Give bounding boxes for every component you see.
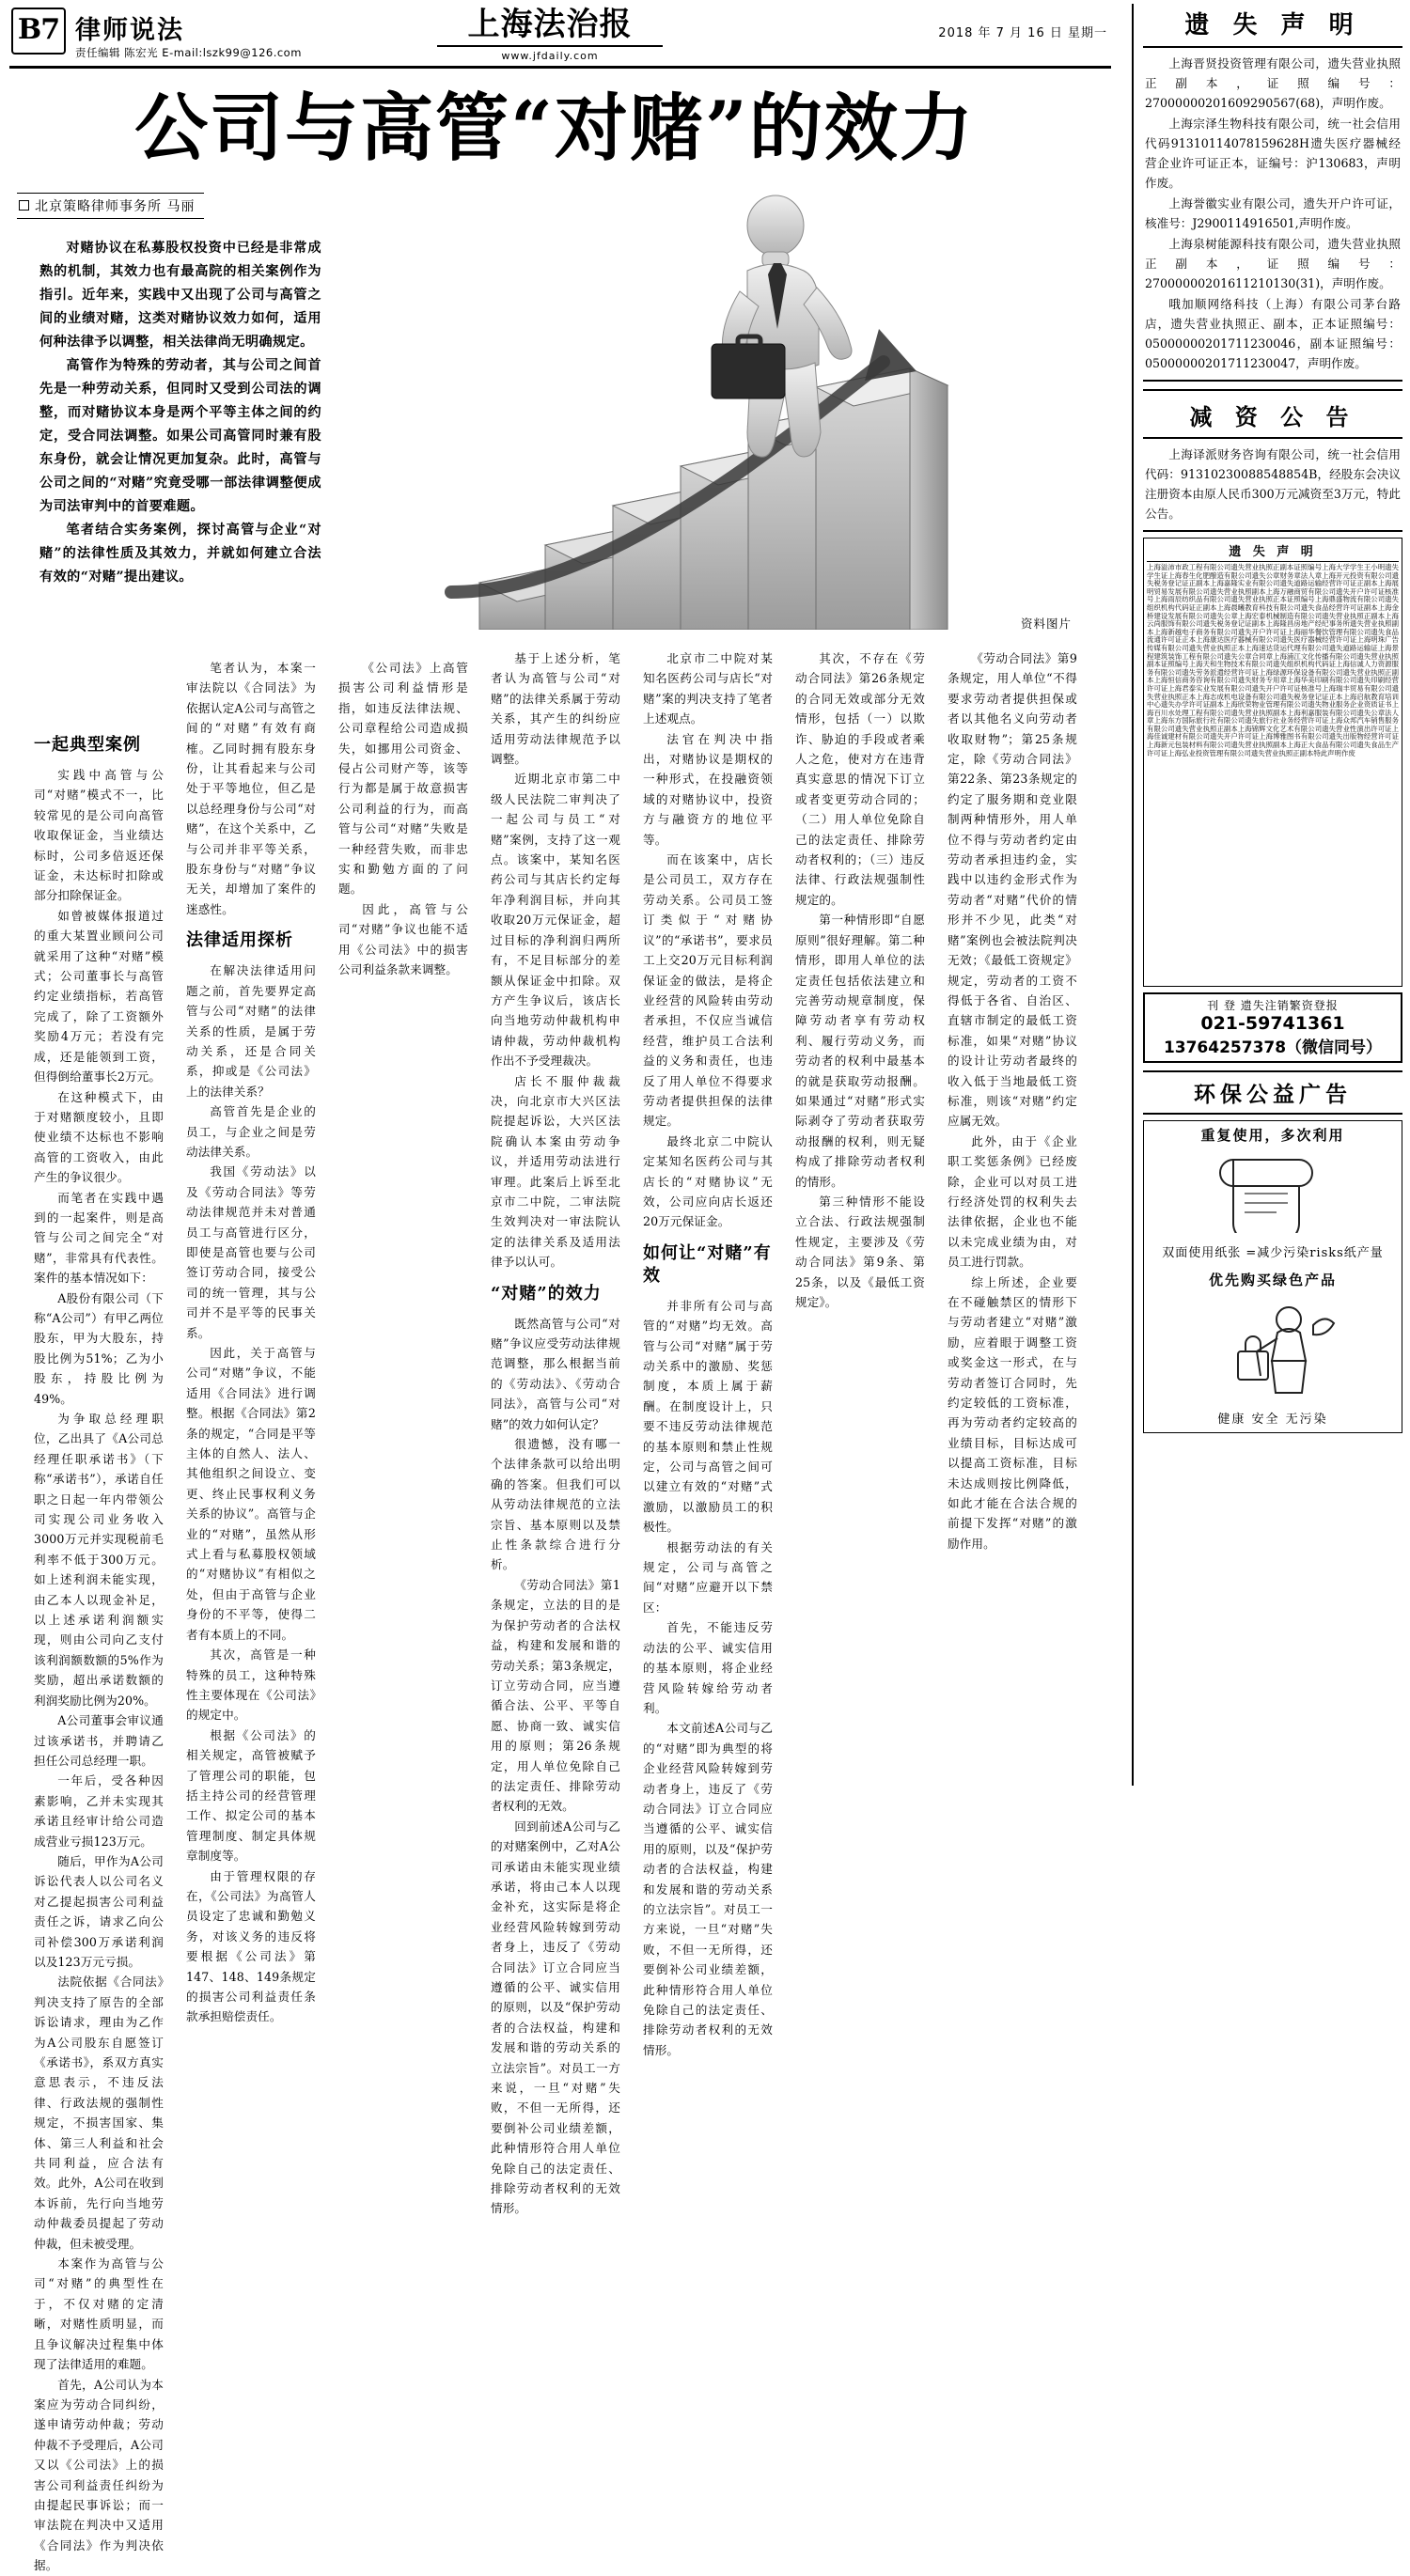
paragraph: 首先，不能违反劳动法的公平、诚实信用的基本原则，将企业经营风险转嫁给劳动者利。 bbox=[643, 1620, 773, 1715]
paragraph: 其次，高管是一种特殊的员工，这种特殊性主要体现在《公司法》的规定中。 bbox=[186, 1647, 316, 1723]
notice-item: 上海泉树能源科技有限公司，遗失营业执照正副本，证照编号：27000000201611210130(31)，声明作废。 bbox=[1145, 237, 1401, 290]
paragraph: 如曾被媒体报道过的重大某置业顾问公司就采用了这种“对赌”模式；公司董事长与高管约定业绩指标，若高管完成了，除了工资额外奖励4万元；若没有完成，还是能领到工资，但得倒给董事长2万元。 bbox=[34, 908, 164, 1085]
paragraph: 首先，A公司认为本案应为劳动合同纠纷，遂申请劳动仲裁；劳动仲裁不予受理后，A公司又以《公司法》上的损害公司利益责任纠纷为由提起民事诉讼；而一审法院在判决中又适用《合同法》作为判决依据。 bbox=[34, 2377, 164, 2573]
shopper-figure-icon bbox=[1202, 1297, 1343, 1400]
paragraph: 其次，不存在《劳动合同法》第26条规定的合同无效或部分无效情形，包括（一）以欺诈、胁迫的手段或者乘人之危，使对方在违背真实意思的情况下订立或者变更劳动合同的；（二）用人单位免除自己的法定责任、排除劳动者权利的；（三）违反法律、行政法规强制性规定的。 bbox=[795, 651, 925, 907]
page-number-badge bbox=[11, 8, 66, 55]
eco-ad-foot: 健康 安全 无污染 bbox=[1217, 1413, 1328, 1427]
page-title: 公司与高管“对赌”的效力 bbox=[134, 86, 975, 171]
section-title: 律师说法 bbox=[75, 16, 184, 45]
lead-p2: 高管作为特殊的劳动者，其与公司之间首先是一种劳动关系，但同时又受到公司法的调整，而对赌协议本身是两个平等主体之间的约定，受合同法调整。如果公司高管同时兼有股东身份，就会让情况更加复杂。此时，高管与公司之间的“对赌”究竟受哪一部法律调整便成为司法审判中的首要难题。 bbox=[39, 358, 321, 514]
dense-notice-title: 遗 失 声 明 bbox=[1147, 541, 1399, 562]
paper-url[interactable]: www.jfdaily.com bbox=[501, 50, 599, 62]
paragraph: 在解决法律适用问题之前，首先要界定高管与公司“对赌”的法律关系的性质，是属于劳动关系，还是合同关系，抑或是《公司法》上的法律关系？ bbox=[186, 963, 316, 1099]
page-badge-text: B7 bbox=[17, 13, 60, 46]
section-heading-2: 法律适用探析 bbox=[186, 930, 293, 951]
paragraph: 法院依据《合同法》判决支持了原告的全部诉讼请求，理由为乙作为A公司股东自愿签订《承诺书》，系双方真实意思表示，不违反法律、行政法规的强制性规定，不损害国家、集体、第三人利益和社会共同利益，应合法有效。此外，A公司在收到本诉前，先行向当地劳动仲裁委员提起了劳动仲裁，但未被受理。 bbox=[34, 1975, 164, 2251]
paragraph: 在这种模式下，由于对赌额度较小，且即使业绩不达标也不影响高管的工资收入，由此产生的争议很少。 bbox=[34, 1089, 164, 1185]
paragraph: 北京市二中院对某知名医药公司与店长“对赌”案的判决支持了笔者上述观点。 bbox=[643, 651, 773, 726]
eco-public-ad bbox=[1143, 1070, 1402, 1433]
section-heading-1: 一起典型案例 bbox=[34, 735, 141, 755]
paper-name: 上海法治报 bbox=[437, 6, 663, 47]
paragraph: 并非所有公司与高管的“对赌”均无效。高管与公司“对赌”属于劳动关系中的激励、奖惩制度，本质上属于薪酬。在制度设计上，只要不违反劳动法律规范的基本原则和禁止性规定，公司与高管之间可以建立有效的“对赌”式激励，以激励员工的积极性。 bbox=[643, 1298, 773, 1535]
ad-hotline-box[interactable] bbox=[1143, 992, 1402, 1063]
editor-credit: 责任编辑 陈宏光 E-mail:lszk99@126.com bbox=[75, 46, 302, 59]
lead-p1: 对赌协议在私募股权投资中已经是非常成熟的机制，其效力也有最高院的相关案例作为指引。近年来，实践中又出现了公司与高管之间的业绩对赌，这类对赌协议效力如何，适用何种法律予以调整，相关法律尚无明确规定。 bbox=[39, 241, 321, 350]
body-column-2 bbox=[186, 658, 316, 2027]
paragraph: 第三种情形不能设立合法、行政法规强制性规定，主要涉及《劳动合同法》第9条、第25条，以及《最低工资规定》。 bbox=[795, 1194, 925, 1309]
body-column-6 bbox=[795, 648, 925, 1312]
bullet-square-icon bbox=[19, 200, 29, 211]
paragraph: 笔者认为，本案一审法院以《合同法》为依据认定A公司与高管之间的“对赌”有效有商榷。乙同时拥有股东身份，让其看起来与公司处于平等地位，但乙是以总经理身份与公司“对赌”，在这个关系中，乙与公司并非平等关系，股东身份与“对赌”争议无关，却增加了案件的迷惑性。 bbox=[186, 661, 316, 916]
byline bbox=[17, 193, 204, 219]
paragraph: 很遗憾，没有哪一个法律条款可以给出明确的答案。但我们可以从劳动法律规范的立法宗旨、基本原则以及禁止性条款综合进行分析。 bbox=[491, 1437, 620, 1572]
eco-ad-slogan: 重复使用，多次利用 bbox=[1200, 1127, 1345, 1144]
paragraph: 法官在判决中指出，对赌协议是期权的一种形式，在投融资领域的对赌协议中，投资方与融资方的地位平等。 bbox=[643, 731, 773, 847]
paragraph: 近期北京市第二中级人民法院二审判决了一起公司与员工“对赌”案例，支持了这一观点。该案中，某知名医药公司与其店长约定每年净利润目标，并向其收取20万元保证金，超过目标的净利润归两所有，不足目标部分的差额从保证金中扣除。双方产生争议后，该店长向当地劳动仲裁机构申请仲裁，劳动仲裁机构作出不予受理裁决。 bbox=[491, 772, 620, 1069]
body-column-3 bbox=[338, 658, 468, 980]
publication-date: 2018 年 7 月 16 日 星期一 bbox=[938, 26, 1107, 40]
dense-lost-notice-block bbox=[1143, 538, 1402, 987]
paper-logo bbox=[437, 6, 663, 62]
eco-ad-mid-text: 优先购买绿色产品 bbox=[1208, 1272, 1337, 1288]
paragraph: 根据劳动法的有关规定，公司与高管之间“对赌”应避开以下禁区： bbox=[643, 1539, 773, 1615]
paragraph: 一年后，受各种因素影响，乙并未实现其承诺且经审计给公司造成营业亏损123万元。 bbox=[34, 1773, 164, 1849]
image-caption: 资料图片 bbox=[1020, 617, 1072, 631]
lost-notice-block bbox=[1143, 4, 1402, 382]
capital-reduction-title: 减 资 公 告 bbox=[1143, 389, 1402, 439]
notice-item: 上海译派财务咨询有限公司，统一社会信用代码：91310230088548854B，经股东会决议注册资本由原人民币300万元减资至3万元，特此公告。 bbox=[1145, 447, 1401, 521]
lead-p3: 笔者结合实务案例，探讨高管与企业“对赌”的法律性质及其效力，并就如何建立合法有效的“对赌”提出建议。 bbox=[39, 523, 321, 585]
paragraph: 因此，关于高管与公司“对赌”争议，不能适用《合同法》进行调整。根据《合同法》第2条的规定，“合同是平等主体的自然人、法人、其他组织之间设立、变更、终止民事权利义务关系的协议”。高管与企业的“对赌”，虽然从形式上看与私募股权领域的“对赌协议”有相似之处，但由于高管与企业身份的不平等，使得二者有本质上的不同。 bbox=[186, 1346, 316, 1642]
paragraph: 最终北京二中院认定某知名医药公司与其店长的“对赌协议”无效，公司应向店长返还20万元保证金。 bbox=[643, 1133, 773, 1229]
hotline-label: 刊 登 遗失注销繁资登报 bbox=[1207, 999, 1339, 1012]
paragraph: 本文前述A公司与乙的“对赌”即为典型的将企业经营风险转嫁到劳动者身上，违反了《劳动合同法》订立合同应当遵循的公平、诚实信用的原则，以及“保护劳动者的合法权益，构建和发展和谐的劳动关系的立法宗旨”。对员工一方来说，一旦“对赌”失败，不但一无所得，还要倒补公司业绩差额，此种情形符合用人单位免除自己的法定责任、排除劳动者权利的无效情形。 bbox=[643, 1721, 773, 2057]
paragraph: 由于管理权限的存在，《公司法》为高管人员设定了忠诚和勤勉义务，对该义务的违反将要根据《公司法》第147、148、149条规定的损害公司利益责任条款承担赔偿责任。 bbox=[186, 1868, 316, 2024]
hotline-number[interactable]: 021-59741361 bbox=[1200, 1013, 1345, 1034]
body-column-1 bbox=[34, 724, 164, 2576]
paragraph: 因此，高管与公司“对赌”争议也能不适用《公司法》中的损害公司利益条款来调整。 bbox=[338, 901, 468, 977]
body-column-5 bbox=[643, 648, 773, 2060]
paragraph: 基于上述分析，笔者认为高管与公司“对赌”的法律关系属于劳动关系，其产生的纠纷应适用劳动法律规范予以调整。 bbox=[491, 651, 620, 767]
notice-item: 上海宗泽生物科技有限公司，统一社会信用代码91310114078159628H遗失医疗器械经营企业许可证正本，证编号：沪130683，声明作废。 bbox=[1145, 117, 1401, 190]
classified-rail bbox=[1132, 4, 1402, 1786]
paragraph: 《公司法》上高管损害公司利益情形是指，如违反法律法规、公司章程给公司造成损失，如挪用公司资金、侵占公司财产等，该等行为都是属于故意损害公司利益的行为，而高管与公司“对赌”失败是一种经营失败，而非忠实和勤勉方面的了问题。 bbox=[338, 661, 468, 897]
paragraph: 为争取总经理职位，乙出具了《A公司总经理任职承诺书》（下称“承诺书”），承诺自任职之日起一年内带领公司实现公司业务收入3000万元并实现税前毛利率不低于300万元。如上述利润未能实现，由乙本人以现金补足，以上述承诺利润额实现，则由公司向乙支付该利润额数额的5%作为奖励，超出承诺数额的利润奖励比例为20%。 bbox=[34, 1412, 164, 1708]
paragraph: A股份有限公司（下称“A公司”）有甲乙两位股东，甲为大股东，持股比例为51%；乙为小股东，持股比例为49%。 bbox=[34, 1290, 164, 1406]
paragraph: 而在该案中，店长是公司员工，双方存在劳动关系。公司员工签订类似于“对赌协议”的“承诺书”，要求员工上交20万元目标利润保证金的做法，是将企业经营的风险转由劳动者承担，不仅应当诚信经营，维护员工合法利益的义务和责任，也违反了用人单位不得要求劳动者提供担保的法律规定。 bbox=[643, 852, 773, 1129]
paragraph: 根据《公司法》的相关规定，高管被赋予了管理公司的职能，包括主持公司的经营管理工作、拟定公司的基本管理制度、制定具体规章制度等。 bbox=[186, 1727, 316, 1864]
notice-item: 哦加顺网络科技（上海）有限公司茅台路店，遗失营业执照正、副本，正本证照编号：05000000201711230046，副本证照编号：05000000201711230047，声明作废。 bbox=[1145, 297, 1401, 370]
paragraph: 《劳动合同法》第9条规定，用人单位“不得要求劳动者提供担保或者以其他名义向劳动者收取财物”；第25条规定，除《劳动合同法》第22条、第23条规定的约定了服务期和竞业限制两种情形外，用人单位不得与劳动者约定由劳动者承担违约金，实践中以违约金形式作为劳动者“对赌”代价的情形并不少见，此类“对赌”案例也会被法院判决无效；《最低工资规定》规定，劳动者的工资不得低于各省、自治区、直辖市制定的最低工资标准，如果“对赌”协议的设计让劳动者最终的收入低于当地最低工资标准，则该“对赌”约定应属无效。 bbox=[948, 651, 1077, 1129]
hotline-mobile[interactable]: 13764257378（微信同号） bbox=[1163, 1038, 1383, 1057]
article-body bbox=[19, 651, 1090, 2573]
paragraph: 实践中高管与公司“对赌”模式不一，比较常见的是公司向高管收取保证金，当业绩达标时，公司多倍返还保证金，未达标时扣除或部分扣除保证金。 bbox=[34, 768, 164, 903]
notice-item: 上海誉徽实业有限公司，遗失开户许可证，核准号：J2900114916501,声明作废。 bbox=[1145, 196, 1401, 230]
capital-reduction-body bbox=[1143, 439, 1402, 523]
paragraph: 回到前述A公司与乙的对赌案例中，乙对A公司承诺由未能实现业绩承诺，将由己本人以现金补充，这实际是将企业经营风险转嫁到劳动者身上，违反了《劳动合同法》订立合同应当遵循的公平、诚实信用的原则，以及“保护劳动者的合法权益，构建和发展和谐的劳动关系的立法宗旨”。对员工一方来说，一旦“对赌”失败，不但一无所得，还要倒补公司业绩差额，此种情形符合用人单位免除自己的法定责任、排除劳动者权利的无效情形。 bbox=[491, 1819, 620, 2216]
section-heading-3: “对赌”的效力 bbox=[491, 1283, 602, 1304]
masthead bbox=[9, 8, 1111, 69]
dense-notice-text: 上海溢沛市政工程有限公司遗失营业执照正副本证照编号上海大学学生王小明遗失学生证上海春生化肥酿造有限公司遗失公章财务章法人章上海开元投资有限公司遗失税务登记证正副本上海嘉隆实业有限公司遗失道路运输经营许可证正副本上海展明贸易发展有限公司遗失营业执照副本上海万融商贸有限公司遗失开户许可证核准号上海雨辰纺织品有限公司遗失营业执照正本证照编号上海鼎盛物流有限公司遗失组织机构代码证正副本上海晨曦教育科技有限公司遗失食品经营许可证副本上海金桥建设发展有限公司遗失公章上海宏泰机械制造有限公司遗失营业执照正副本上海云尚服饰有限公司遗失税务登记证副本上海隆昌房地产经纪事务所遗失营业执照副本上海新越电子商务有限公司遗失开户许可证上海丽华餐饮管理有限公司遗失食品流通许可证正本上海康达医疗器械有限公司遗失医疗器械经营许可证上海明珠广告传媒有限公司遗失营业执照正本上海速达货运代理有限公司遗失道路运输证上海景程建筑装饰工程有限公司遗失公章合同章上海浦江文化传播有限公司遗失营业执照副本证照编号上海天和生物技术有限公司遗失组织机构代码证上海信诚人力资源服务有限公司遗失劳务派遣经营许可证上海绿源环保设备有限公司遗失营业执照正副本上海恒信商务咨询有限公司遗失财务专用章上海华美印刷有限公司遗失印刷经营许可证上海君泰实业发展有限公司遗失开户许可证核准号上海瑞丰贸易有限公司遗失营业执照正本上海志成机电设备有限公司遗失税务登记证正本上海启航教育培训中心遗失办学许可证副本上海欣荣物业管理有限公司遗失物业服务企业资质证书上海百川水处理工程有限公司遗失营业执照副本上海利嘉服装有限公司遗失公章法人章上海东方国际旅行社有限公司遗失旅行社业务经营许可证上海众邦汽车销售服务有限公司遗失营业执照正副本上海锦辉文化艺术有限公司遗失营业性演出许可证上海佳诚建材有限公司遗失开户许可证上海博雅图书有限公司遗失出版物经营许可证上海新元包装材料有限公司遗失营业执照副本上海正大食品有限公司遗失食品生产许可证上海弘业投资管理有限公司遗失营业执照正副本特此声明作废 bbox=[1147, 563, 1399, 757]
paragraph: 《劳动合同法》第1条规定，立法的目的是为保护劳动者的合法权益，构建和发展和谐的劳动关系；第3条规定，订立劳动合同，应当遵循合法、公平、平等自愿、协商一致、诚实信用的原则；第26条规定，用人单位免除自己的法定责任、排除劳动者权利的无效。 bbox=[491, 1577, 620, 1814]
paragraph: 店长不服仲裁裁决，向北京市大兴区法院提起诉讼，大兴区法院确认本案由劳动争议，并适用劳动法进行审理。此案后上诉至北京市二中院，二审法院生效判决对一审法院认定的法律关系及适用法律予以认可。 bbox=[491, 1073, 620, 1270]
paragraph: 既然高管与公司“对赌”争议应受劳动法律规范调整，那么根据当前的《劳动法》、《劳动合同法》，高管与公司“对赌”的效力如何认定？ bbox=[491, 1316, 620, 1431]
paragraph: 综上所述，企业要在不碰触禁区的情形下与劳动者建立“对赌”激励，应着眼于调整工资或奖金这一形式，在与劳动者签订合同时，先约定较低的工资标准，再为劳动者约定较高的业绩目标，目标达成可以提高工资标准，目标未达成则按比例降低，如此才能在合法合规的前提下发挥“对赌”的激励作用。 bbox=[948, 1274, 1077, 1551]
article-illustration bbox=[338, 188, 1081, 630]
paragraph: 而笔者在实践中遇到的一起案件，则是高管与公司之间完全“对赌”，非常具有代表性。案件的基本情况如下： bbox=[34, 1190, 164, 1286]
body-column-4 bbox=[491, 648, 620, 2219]
eco-ad-sub: 双面使用纸张 =减少污染risks纸产量 bbox=[1162, 1246, 1384, 1260]
paragraph: 此外，由于《企业职工奖惩条例》已经废除，企业可以对员工进行经济处罚的权利失去法律依据，企业也不能以未完成业绩为由，对员工进行罚款。 bbox=[948, 1133, 1077, 1270]
eco-ad-title: 环保公益广告 bbox=[1143, 1070, 1402, 1115]
paragraph: A公司董事会审议通过该承诺书，并聘请乙担任公司总经理一职。 bbox=[34, 1713, 164, 1768]
lost-notice-title: 遗 失 声 明 bbox=[1143, 4, 1402, 48]
lost-notice-body bbox=[1143, 48, 1402, 373]
section-heading-4: 如何让“对赌”有效 bbox=[643, 1242, 772, 1286]
body-column-7 bbox=[948, 648, 1077, 1553]
capital-reduction-block bbox=[1143, 389, 1402, 532]
businessman-stairs-graphic bbox=[338, 188, 1081, 630]
paragraph: 随后，甲作为A公司诉讼代表人以公司名义对乙提起损害公司利益责任之诉，请求乙向公司补偿300万承诺利润以及123万元亏损。 bbox=[34, 1853, 164, 1969]
paragraph: 本案作为高管与公司“对赌”的典型性在于，不仅对赌的定清晰，对赌性质明显，而且争议解决过程集中体现了法律适用的难题。 bbox=[34, 2256, 164, 2372]
notice-item: 上海晋贤投资管理有限公司，遗失营业执照正副本，证照编号：27000000201609290567(68)，声明作废。 bbox=[1145, 56, 1401, 110]
paragraph: 高管首先是企业的员工，与企业之间是劳动法律关系。 bbox=[186, 1104, 316, 1159]
paragraph: 我国《劳动法》以及《劳动合同法》等劳动法律规范并未对普通员工与高管进行区分，即使是高管也要与公司签订劳动合同，接受公司的统一管理，其与公司并不是平等的民事关系。 bbox=[186, 1164, 316, 1340]
paper-roll-icon bbox=[1216, 1152, 1329, 1233]
lead-paragraphs bbox=[39, 237, 321, 589]
eco-ad-panel bbox=[1143, 1120, 1402, 1433]
paragraph: 第一种情形即“自愿原则”很好理解。第二种情形，即用人单位的法定责任包括依法建立和完善劳动规章制度，保障劳动者享有劳动权利、履行劳动义务，而劳动者的权利中最基本的就是获取劳动报酬。如果通过“对赌”形式实际剥夺了劳动者获取劳动报酬的权利，则无疑构成了排除劳动者权利的情形。 bbox=[795, 913, 925, 1189]
byline-text: 北京策略律师事务所 马丽 bbox=[35, 199, 196, 214]
